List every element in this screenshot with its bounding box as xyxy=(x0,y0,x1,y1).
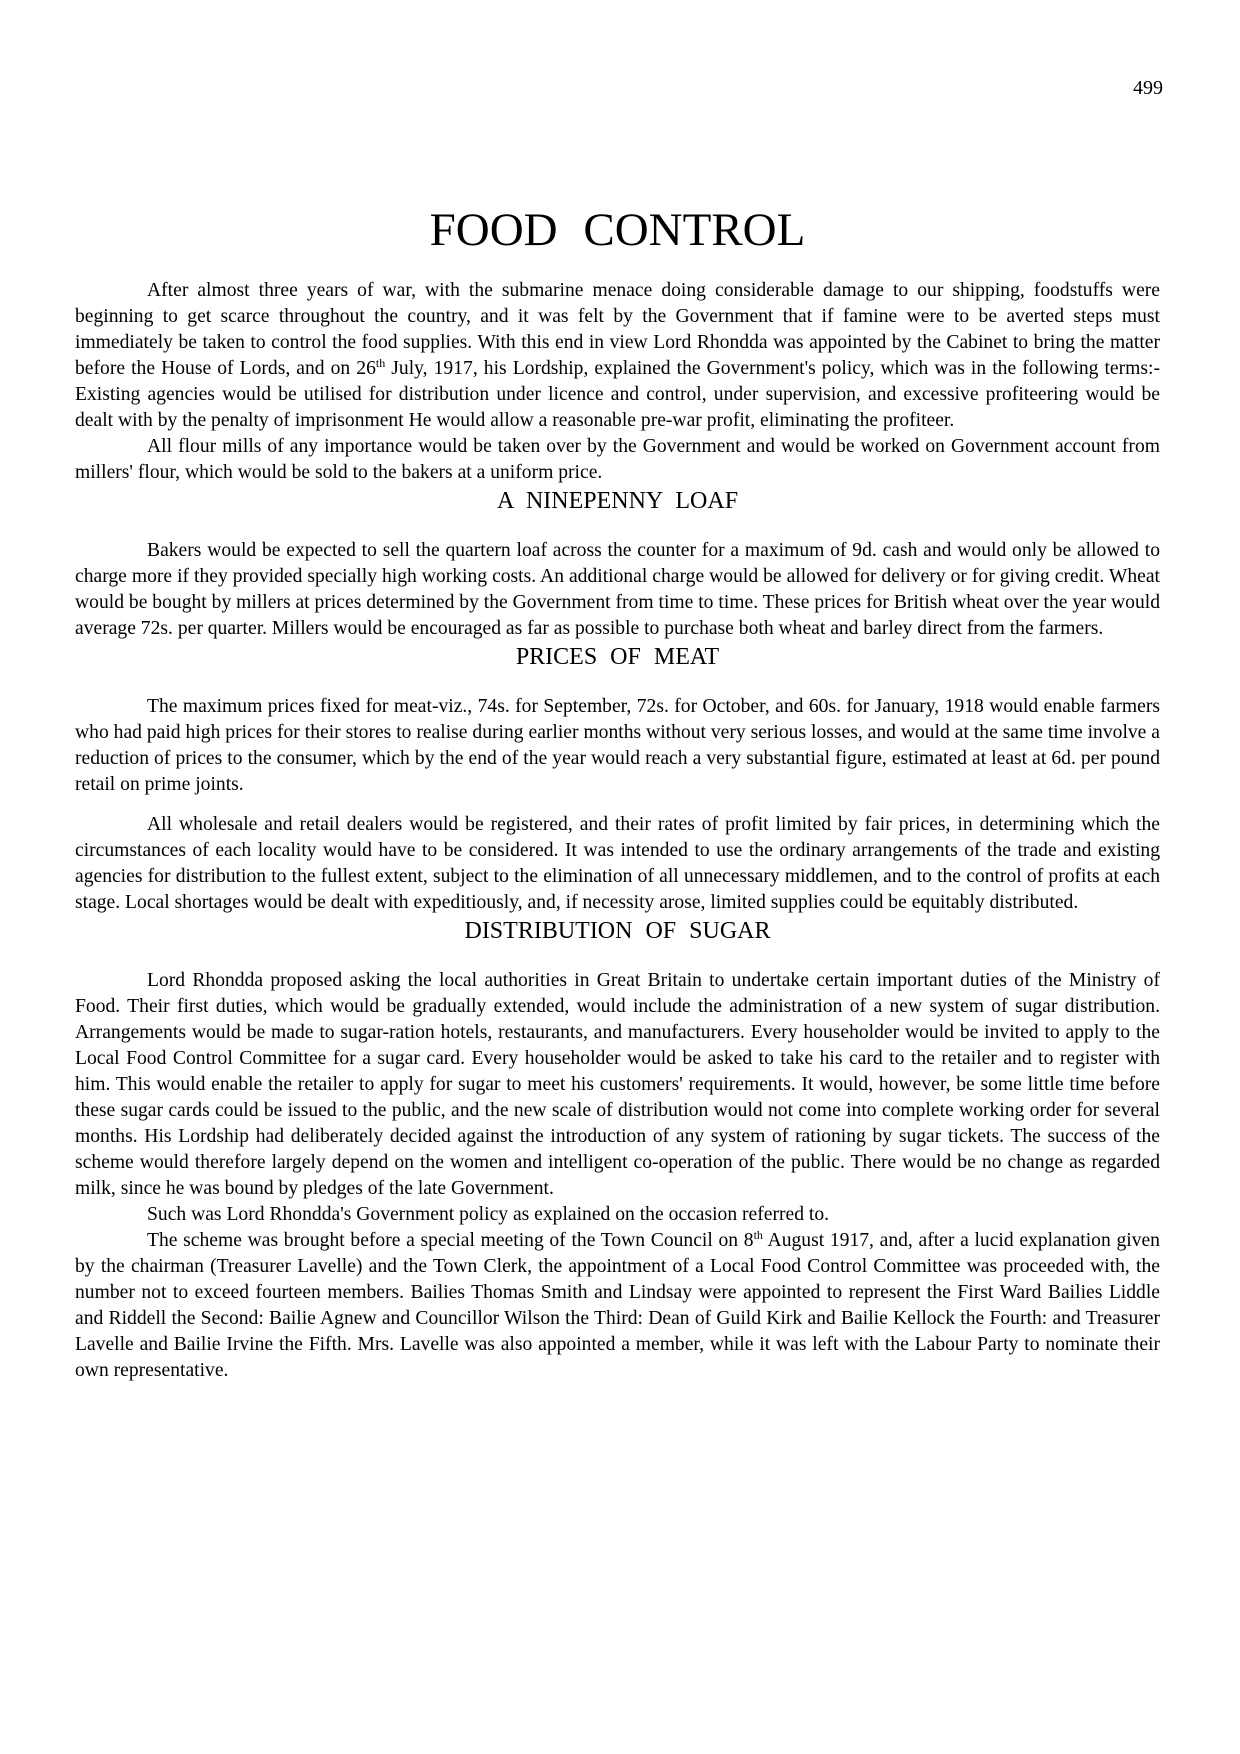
intro-text-after-date: July, 1917, his Lordship, explained the Government's policy, which was in the following terms:- Existing agencies would be utilised for distribution under licence and control, under supervision, and excessive profiteering would be dealt with by the penalty of imprisonment He would allow a reasonable pre-war profit, eliminating the profiteer. xyxy=(75,358,1160,431)
intro-paragraph-2: All flour mills of any importance would be taken over by the Government and would be worked on Government account from millers' flour, which would be sold to the bakers at a uniform price. xyxy=(75,436,1160,483)
intro-text-before-date: After almost three years of war, with the submarine menace doing considerable damage to our shipping, foodstuffs were beginning to get scarce throughout the country, and it was felt by the Government that if famine were to be averted steps must immediately be taken to control the food supplies. With this end in view Lord Rhondda was appointed by the Cabinet to bring the matter before the House of Lords, and on 26 xyxy=(75,280,1160,379)
page-title: FOOD CONTROL xyxy=(429,204,806,256)
sugar-paragraph-2: Such was Lord Rhondda's Government policy as explained on the occasion referred to. xyxy=(147,1204,830,1225)
date-ordinal-suffix: th xyxy=(753,1228,763,1242)
sugar-paragraph-1: Lord Rhondda proposed asking the local authorities in Great Britain to undertake certain important duties of the Ministry of Food. Their first duties, which would be gradually extended, would include the administration of a new system of sugar distribution. Arrangements would be made to sugar-ration hotels, restaurants, and manufacturers. Every householder would be invited to apply to the Local Food Control Committee for a sugar card. Every householder would be asked to take his card to the retailer and to register with him. This would enable the retailer to apply for sugar to meet his customers' requirements. It would, however, be some little time before these sugar cards could be issued to the public, and the new scale of distribution would not come into complete working order for several months. His Lordship had deliberately decided against the introduction of any system of rationing by sugar tickets. The success of the scheme would therefore largely depend on the women and intelligent co-operation of the public. There would be no change as regarded milk, since he was bound by pledges of the late Government. xyxy=(75,970,1160,1199)
section-heading-ninepenny-loaf: A NINEPENNY LOAF xyxy=(496,488,739,514)
sugar-paragraph-3 xyxy=(75,1228,1160,1384)
sugar-text-before-date: The scheme was brought before a special meeting of the Town Council on 8 xyxy=(147,1230,754,1251)
date-ordinal-suffix: th xyxy=(375,356,386,370)
page-number: 499 xyxy=(1133,77,1163,99)
sugar-text-after-date: August 1917, and, after a lucid explanation given by the chairman (Treasurer Lavelle) and the Town Clerk, the appointment of a Local Food Control Committee was proceeded with, the number not to exceed fourteen members. Bailies Thomas Smith and Lindsay were appointed to represent the First Ward Bailies Liddle and Riddell the Second: Bailie Agnew and Councillor Wilson the Third: Dean of Guild Kirk and Bailie Kellock the Fourth: and Treasurer Lavelle and Bailie Irvine the Fifth. Mrs. Lavelle was also appointed a member, while it was left with the Labour Party to nominate their own representative. xyxy=(75,1230,1160,1381)
document-body xyxy=(75,200,1160,1384)
section-heading-distribution-of-sugar: DISTRIBUTION OF SUGAR xyxy=(464,918,771,944)
section-heading-prices-of-meat: PRICES OF MEAT xyxy=(515,644,720,670)
intro-paragraph-1 xyxy=(75,278,1160,434)
meat-paragraph-1: The maximum prices fixed for meat-viz., 74s. for September, 72s. for October, and 60s. for January, 1918 would enable farmers who had paid high prices for their stores to realise during earlier months without very serious losses, and would at the same time involve a reduction of prices to the consumer, which by the end of the year would reach a very substantial figure, estimated at least at 6d. per pound retail on prime joints. xyxy=(75,696,1160,795)
loaf-paragraph-1: Bakers would be expected to sell the quartern loaf across the counter for a maximum of 9d. cash and would only be allowed to charge more if they provided specially high working costs. An additional charge would be allowed for delivery or for giving credit. Wheat would be bought by millers at prices determined by the Government from time to time. These prices for British wheat over the year would average 72s. per quarter. Millers would be encouraged as far as possible to purchase both wheat and barley direct from the farmers. xyxy=(75,540,1160,639)
meat-paragraph-2: All wholesale and retail dealers would be registered, and their rates of profit limited by fair prices, in determining which the circumstances of each locality would have to be considered. It was intended to use the ordinary arrangements of the trade and existing agencies for distribution to the fullest extent, subject to the elimination of all unnecessary middlemen, and to the control of profits at each stage. Local shortages would be dealt with expeditiously, and, if necessity arose, limited supplies could be equitably distributed. xyxy=(75,814,1160,913)
